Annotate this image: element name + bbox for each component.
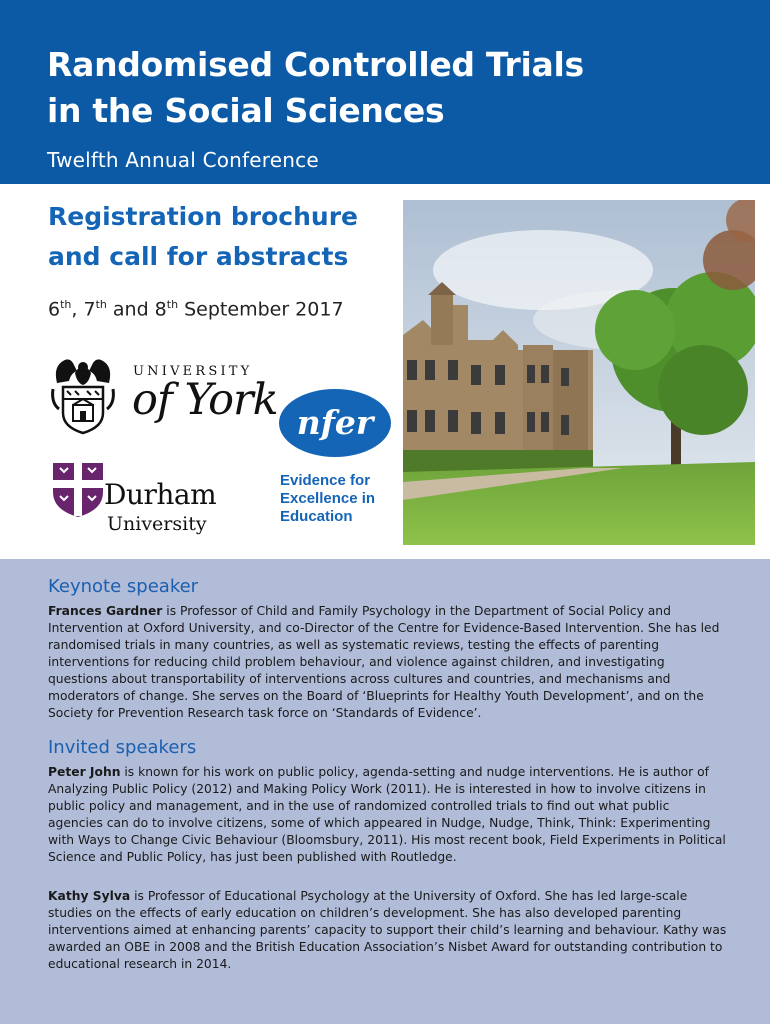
eef-line-2: Excellence in [280, 490, 376, 507]
page-title [47, 42, 584, 134]
registration-title [48, 197, 398, 277]
date-day-1: 6 [48, 298, 61, 321]
campus-building-photo [403, 200, 755, 545]
invited-speaker-paragraph-1 [48, 764, 728, 866]
invited-speaker-paragraph-2 [48, 888, 728, 973]
registration-title-line-1: Registration brochure [48, 202, 358, 231]
invited-speaker-name-1: Peter John [48, 765, 121, 779]
keynote-speaker-name: Frances Gardner [48, 604, 163, 618]
keynote-paragraph [48, 603, 728, 722]
york-university-label: UNIVERSITY [133, 364, 253, 379]
date-day-2: , 7 [71, 298, 96, 321]
title-line-2: in the Social Sciences [47, 91, 445, 130]
york-crest-icon [49, 353, 117, 435]
title-line-1: Randomised Controlled Trials [47, 45, 584, 84]
durham-name-label: Durham [104, 478, 217, 511]
york-name-label: of York [132, 375, 278, 425]
eef-line-1: Evidence for [280, 472, 371, 489]
eef-logo-text [280, 472, 375, 526]
invited-heading: Invited speakers [48, 737, 197, 758]
keynote-speaker-bio: is Professor of Child and Family Psychology in the Department of Social Policy and Intervention at Oxford University, and co-Director of the Centre for Evidence-Based Intervention. She has led randomised trials in many countries, as well as systematic reviews, testing the effects of parenting interventions for reducing child problem behaviour, and violence against children, and investigating questions about transportability of interventions across cultures and countries, and mechanisms and moderators of change. She serves on the Board of ‘Blueprints for Healthy Youth Development’, and on the Society for Prevention Research task force on ‘Standards of Evidence’. [48, 604, 720, 720]
invited-speaker-bio-2: is Professor of Educational Psychology at the University of Oxford. She has led large-scale studies on the effects of early education on children’s development. She has also developed parenting interventions aimed at enhancing parents’ capacity to support their child’s learning and behaviour. Kathy was awarded an OBE in 2008 and the British Education Association’s Nisbet Award for outstanding contribution to educational research in 2014. [48, 889, 727, 971]
durham-university-label: University [107, 513, 207, 535]
date-suffix-2: th [95, 298, 107, 311]
invited-speaker-bio-1: is known for his work on public policy, agenda-setting and nudge interventions. He is author of Analyzing Public Policy (2012) and Making Policy Work (2011). He is interested in how to involve citizens in public policy and management, and in the use of randomized controlled trials to find out what public agencies can do to involve citizens, some of which appeared in Nudge, Nudge, Think, Think: Experimenting with Ways to Change Civic Behaviour (Bloomsbury, 2011). His most recent book, Field Experiments in Political Science and Public Policy, has just been published with Routledge. [48, 765, 726, 864]
conference-subtitle: Twelfth Annual Conference [47, 148, 319, 172]
nfer-logo-icon [278, 388, 392, 458]
registration-title-line-2: and call for abstracts [48, 242, 349, 271]
date-month-year: September 2017 [178, 298, 344, 321]
durham-crest-icon [52, 462, 104, 518]
header-banner [0, 0, 770, 184]
keynote-heading: Keynote speaker [48, 576, 199, 597]
date-suffix-3: th [166, 298, 179, 311]
eef-line-3: Education [280, 508, 353, 525]
date-suffix-1: th [60, 298, 72, 311]
conference-dates [48, 298, 344, 320]
invited-speaker-name-2: Kathy Sylva [48, 889, 131, 903]
date-day-3: and 8 [106, 298, 167, 321]
nfer-logo-text: nfer [296, 403, 374, 442]
